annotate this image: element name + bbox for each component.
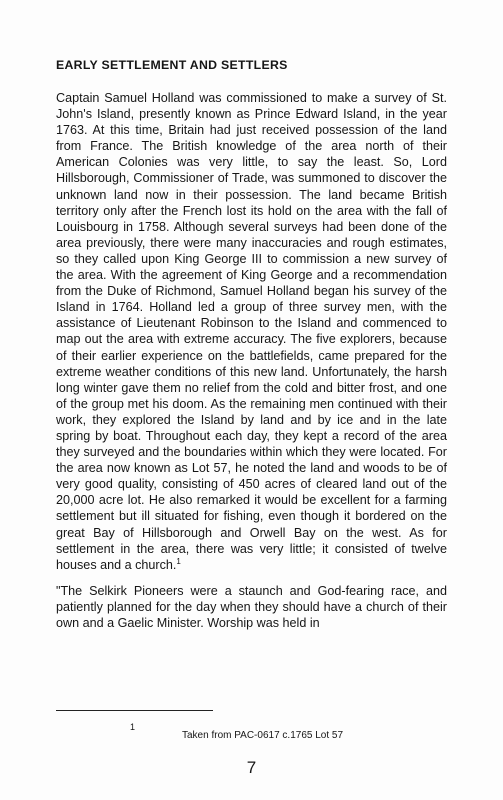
footnote-reference: 1 xyxy=(176,556,181,566)
footnote-number: 1 xyxy=(130,722,136,732)
footnote-divider xyxy=(56,710,213,711)
page-number: 7 xyxy=(246,758,257,777)
paragraph-1 xyxy=(56,90,447,573)
section-heading: EARLY SETTLEMENT AND SETTLERS xyxy=(56,58,288,72)
paragraph-2: "The Selkirk Pioneers were a staunch and God-fearing race, and patiently planned for the day when they should have a church of their own and a Gaelic Minister. Worship was held in xyxy=(56,583,447,630)
paragraph-1-text: Captain Samuel Holland was commissioned to make a survey of St. John's Island, presently known as Prince Edward Island, in the year 1763. At this time, Britain had just received possession of the land from France. The British knowledge of the area north of their American Colonies was very little, to say the least. So, Lord Hillsborough, Commissioner of Trade, was summoned to discover the unknown land now in their possession. The land became British territory only after the French lost its hold on the area with the fall of Louisbourg in 1758. Although several surveys had been done of the area previously, there were many inaccuracies and rough estimates, so they called upon King George III to commission a new survey of the area. With the agreement of King George and a recommendation from the Duke of Richmond, Samuel Holland began his survey of the Island in 1764. Holland led a group of three survey men, with the assistance of Lieutenant Robinson to the Island and commenced to map out the area with extreme accuracy. The five explorers, because of their earlier experience on the battlefields, came prepared for the extreme weather conditions of this new land. Unfortunately, the harsh long winter gave them no relief from the cold and bitter frost, and one of the group met his doom. As the remaining men continued with their work, they explored the Island by land and by ice and in the late spring by boat. Throughout each day, they kept a record of the area they surveyed and the boundaries within which they were located. For the area now known as Lot 57, he noted the land and woods to be of very good quality, consisting of 450 acres of cleared land out of the 20,000 acre lot. He also remarked it would be excellent for a farming settlement but ill situated for fishing, even though it bordered on the great Bay of Hillsborough and Orwell Bay on the west. As for settlement in the area, there was very little; it consisted of twelve houses and a church. xyxy=(56,91,447,572)
footnote-text: Taken from PAC-0617 c.1765 Lot 57 xyxy=(182,730,344,741)
body-text xyxy=(56,90,447,631)
